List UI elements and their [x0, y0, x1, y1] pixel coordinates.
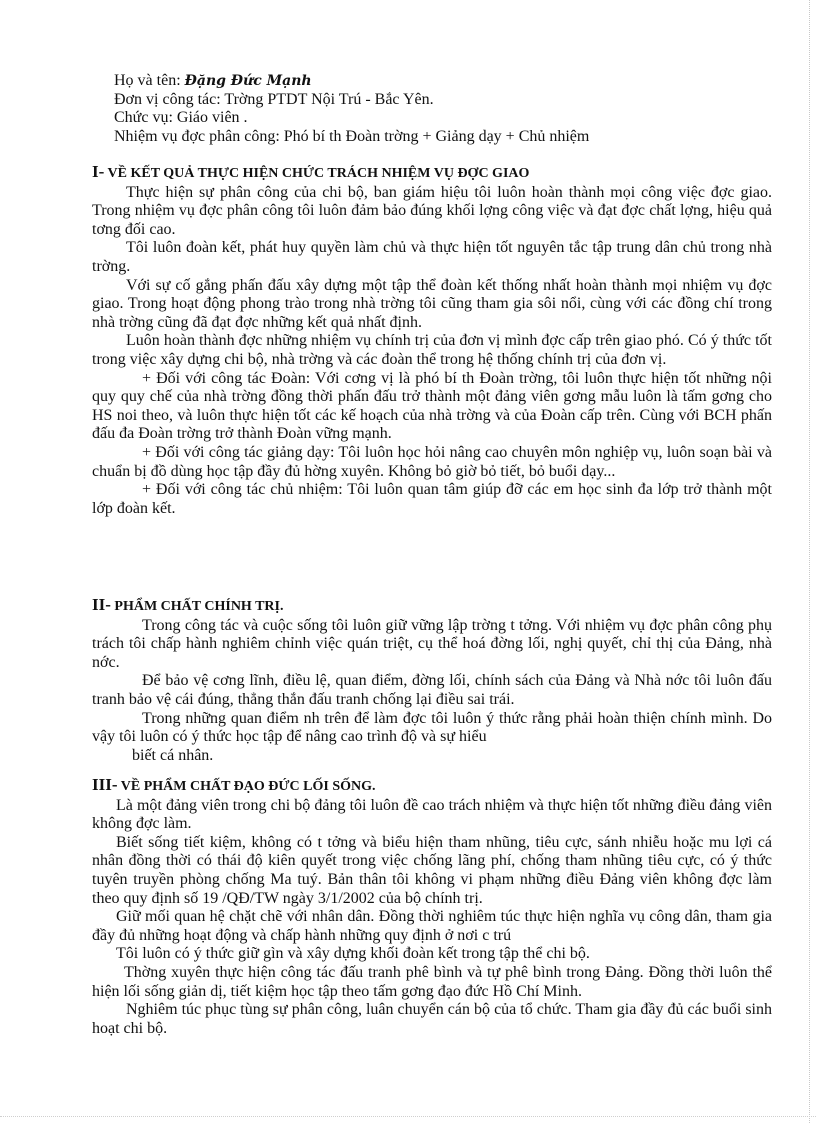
section-2 [92, 596, 772, 765]
duty-line: Nhiệm vụ đợc phân công: Phó bí th Đoàn trờng + Giảng dạy + Chủ nhiệm [114, 127, 590, 145]
section-2-heading: PHẨM CHẤT CHÍNH TRỊ. [114, 599, 284, 614]
section-1-title [92, 163, 772, 184]
s1-paragraph-2: Tôi luôn đoàn kết, phát huy quyền làm chủ và thực hiện tốt nguyên tắc tập trung dân chủ trong nhà trờng. [92, 239, 772, 275]
s1-paragraph-1: Thực hiện sự phân công của chi bộ, ban giám hiệu tôi luôn hoàn thành mọi công việc đợc giao. Trong nhiệm vụ đợc phân công tôi luôn đảm bảo đúng khối lợng công việc và đạt đợc chất lợng, hiệu quả tơng đối cao. [92, 183, 772, 238]
name-line [114, 72, 754, 91]
s3-paragraph-5: Thờng xuyên thực hiện công tác đấu tranh phê bình và tự phê bình trong Đảng. Đồng thời luôn thể hiện lối sống giản dị, tiết kiệm học tập theo tấm gơng đạo đức Hồ Chí Minh. [92, 963, 772, 1000]
name-value: Đặng Đức Mạnh [184, 73, 312, 89]
section-2-title [92, 596, 772, 617]
s1-paragraph-3: Với sự cố gắng phấn đấu xây dựng một tập thể đoàn kết thống nhất hoàn thành mọi nhiệm vụ đợc giao. Trong hoạt động phong trào trong nhà trờng tôi cũng tham gia sôi nổi, cùng với các đồng chí trong nhà trờng cũng đã đạt đợc những kết quả nhất định. [92, 276, 772, 331]
header-block [114, 72, 754, 146]
s2-paragraph-2: Để bảo vệ cơng lĩnh, điều lệ, quan điểm, đờng lối, chính sách của Đảng và Nhà nớc tôi luôn đấu tranh bảo vệ cái đúng, thẳng thắn đấu tranh chống lại điều sai trái. [92, 672, 772, 708]
s2-paragraph-4: biết cá nhân. [132, 746, 214, 764]
s1-paragraph-5: + Đối với công tác Đoàn: Với cơng vị là phó bí th Đoàn trờng, tôi luôn thực hiện tốt những nội quy quy chế của nhà trờng đồng thời phấn đấu trở thành một đảng viên gơng mẫu luôn là tấm gơng cho HS noi theo, và luôn thực hiện tốt các kế hoạch của nhà trờng và của Đoàn cấp trên. Cùng với BCH phấn đấu đa Đoàn trờng trở thành Đoàn vững mạnh. [92, 369, 772, 443]
section-1-number: I- [92, 162, 105, 181]
section-3 [92, 776, 772, 1038]
page-edge-divider [809, 0, 816, 1123]
section-3-number: III- [92, 775, 118, 794]
s2-paragraph-3: Trong những quan điểm nh trên để làm đợc tôi luôn ý thức rằng phải hoàn thiện chính mình. Do vậy tôi luôn có ý thức học tập để nâng cao trình độ và sự hiểu [92, 709, 772, 746]
s3-paragraph-3: Giữ mối quan hệ chặt chẽ với nhân dân. Đồng thời nghiêm túc thực hiện nghĩa vụ công dân, tham gia đầy đủ những hoạt động và chấp hành những quy định ở nơi c trú [92, 908, 772, 944]
page-bottom-divider [0, 1116, 816, 1117]
s1-paragraph-6: + Đối với công tác giảng dạy: Tôi luôn học hỏi nâng cao chuyên môn nghiệp vụ, luôn soạn bài và chuẩn bị đồ dùng học tập đầy đủ hờng xuyên. Không bỏ giờ bỏ tiết, bỏ buổi dạy... [92, 443, 772, 480]
name-label: Họ và tên: [114, 72, 181, 89]
s3-paragraph-2: Biết sống tiết kiệm, không có t tởng và biểu hiện tham nhũng, tiêu cực, sánh nhiễu hoặc mu lợi cá nhân đồng thời có thái độ kiên quyết trong việc chống lãng phí, chống tham nhũng tiêu cực, có ý thức tuyên truyền phòng chống Ma tuý. Bản thân tôi không vi phạm những điều Đảng viên không đợc làm theo quy định số 19 /QĐ/TW ngày 3/1/2002 của bộ chính trị. [92, 833, 772, 907]
section-1-heading: VỀ KẾT QUẢ THỰC HIỆN CHỨC TRÁCH NHIỆM VỤ ĐỢC GIAO [107, 166, 530, 181]
section-3-title [92, 776, 772, 797]
s3-paragraph-6: Nghiêm túc phục tùng sự phân công, luân chuyển cán bộ của tổ chức. Tham gia đầy đủ các buổi sinh hoạt chi bộ. [92, 1001, 772, 1037]
section-2-number: II- [92, 595, 111, 614]
s1-paragraph-7: + Đối với công tác chủ nhiệm: Tôi luôn quan tâm giúp đỡ các em học sinh đa lớp trở thành một lớp đoàn kết. [92, 481, 772, 517]
section-3-heading: VỀ PHẨM CHẤT ĐẠO ĐỨC LỐI SỐNG. [120, 779, 376, 794]
section-1 [92, 163, 772, 518]
s3-paragraph-1: Là một đảng viên trong chi bộ đảng tôi luôn đề cao trách nhiệm và thực hiện tốt những điều đảng viên không đợc làm. [92, 796, 772, 833]
unit-line: Đơn vị công tác: Trờng PTDT Nội Trú - Bắc Yên. [114, 90, 434, 108]
s3-paragraph-4: Tôi luôn có ý thức giữ gìn và xây dựng khối đoàn kết trong tập thể chi bộ. [116, 945, 590, 963]
s1-paragraph-4: Luôn hoàn thành đợc những nhiệm vụ chính trị của đơn vị mình đợc cấp trên giao phó. Có ý thức tốt trong việc xây dựng chi bộ, nhà trờng và các đoàn thể trong hệ thống chính trị của đơn vị. [92, 332, 772, 368]
position-line: Chức vụ: Giáo viên . [114, 109, 248, 127]
s2-paragraph-1: Trong công tác và cuộc sống tôi luôn giữ vững lập trờng t tởng. Với nhiệm vụ đợc phân công phụ trách tôi chấp hành nghiêm chỉnh việc quán triệt, cụ thể hoá đờng lối, nghị quyết, chỉ thị của Đảng, nhà nớc. [92, 616, 772, 671]
